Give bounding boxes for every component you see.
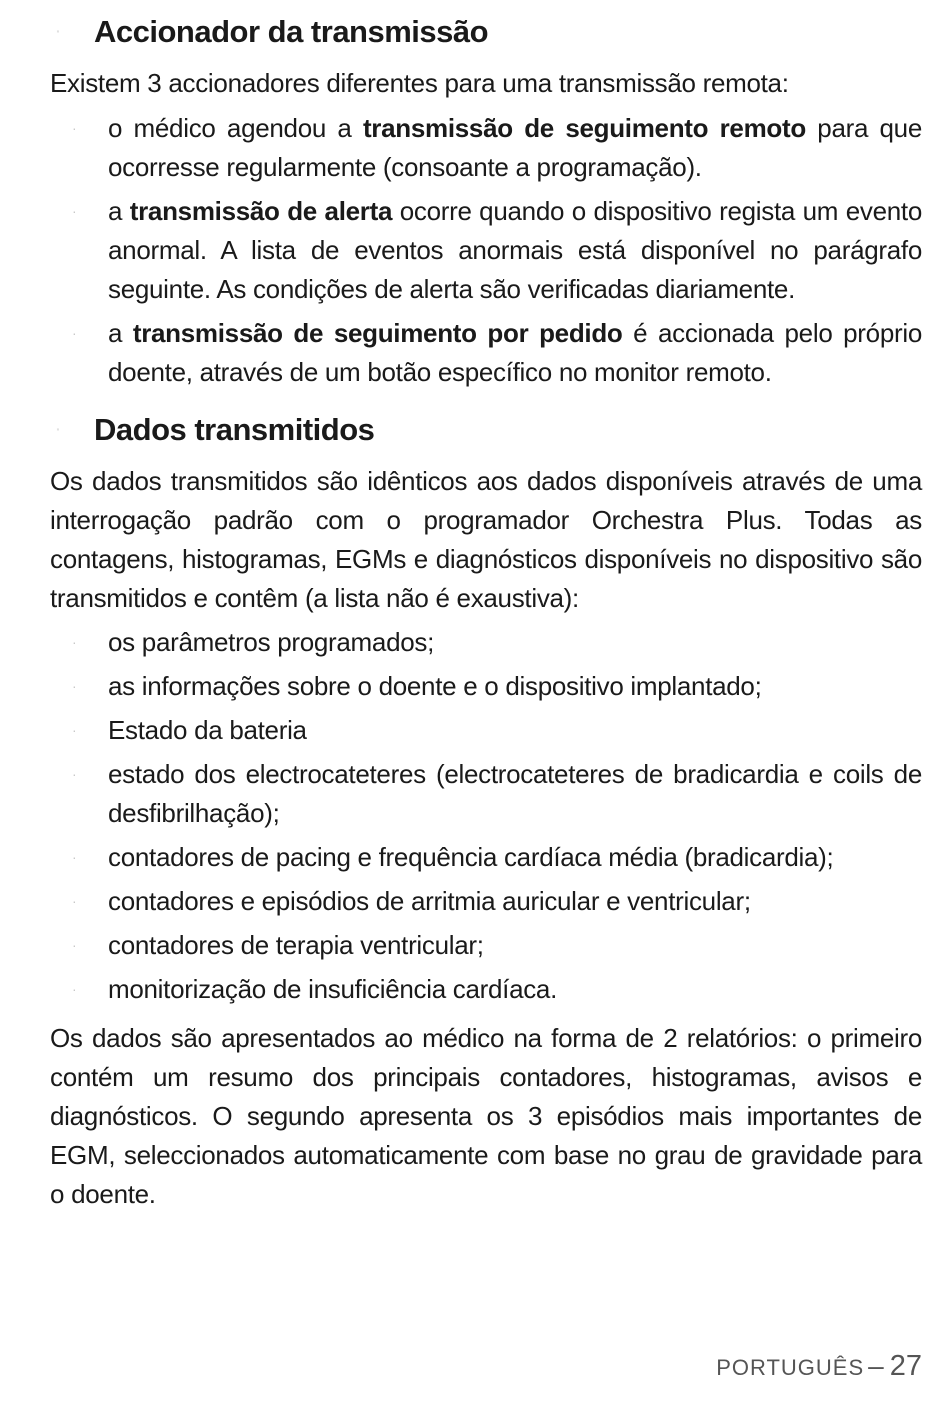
- transmitted-data-list: [50, 623, 922, 1009]
- footer-separator: –: [868, 1350, 884, 1381]
- page-footer: [716, 1350, 922, 1383]
- list-item: · Estado da bateria: [50, 711, 922, 750]
- heading-marker-icon: ·: [56, 421, 61, 437]
- list-item: · contadores de terapia ventricular;: [50, 926, 922, 965]
- bullet-icon: ·: [72, 634, 77, 650]
- document-page: [50, 10, 922, 1214]
- list-item: · a transmissão de alerta ocorre quando o dispositivo regista um evento anormal. A lista de eventos anormais está disponível no parágrafo seguinte. As condições de alerta são verificadas diariamente.: [50, 192, 922, 309]
- bullet-icon: ·: [72, 849, 77, 865]
- bullet-icon: ·: [72, 937, 77, 953]
- section1-intro: Existem 3 accionadores diferentes para uma transmissão remota:: [50, 68, 789, 98]
- bullet-icon: ·: [72, 766, 77, 782]
- list-item: · a transmissão de seguimento por pedido é accionada pelo próprio doente, através de um botão específico no monitor remoto.: [50, 314, 922, 392]
- list-item: · contadores e episódios de arritmia auricular e ventricular;: [50, 882, 922, 921]
- section-heading-transmitted-data: [56, 408, 922, 452]
- list-item: · contadores de pacing e frequência cardíaca média (bradicardia);: [50, 838, 922, 877]
- bullet-icon: ·: [72, 120, 77, 136]
- list-item: · os parâmetros programados;: [50, 623, 922, 662]
- section2-closing: Os dados são apresentados ao médico na forma de 2 relatórios: o primeiro contém um resumo dos principais contadores, histogramas, avisos e diagnósticos. O segundo apresenta os 3 episódios mais importantes de EGM, seleccionados automaticamente com base no grau de gravidade para o doente.: [50, 1023, 922, 1209]
- bullet-icon: ·: [72, 325, 77, 341]
- heading-marker-icon: ·: [56, 23, 61, 39]
- footer-language: PORTUGUÊS: [716, 1355, 865, 1380]
- heading-text: Accionador da transmissão: [94, 14, 489, 49]
- list-item: · monitorização de insuficiência cardíaca.: [50, 970, 922, 1009]
- bullet-icon: ·: [72, 893, 77, 909]
- trigger-list: [50, 109, 922, 392]
- bullet-icon: ·: [72, 981, 77, 997]
- bullet-icon: ·: [72, 203, 77, 219]
- bullet-icon: ·: [72, 722, 77, 738]
- section-heading-transmission-triggers: [56, 10, 922, 54]
- bullet-icon: ·: [72, 678, 77, 694]
- list-item: · as informações sobre o doente e o dispositivo implantado;: [50, 667, 922, 706]
- list-item: · estado dos electrocateteres (electrocateteres de bradicardia e coils de desfibrilhação);: [50, 755, 922, 833]
- list-item: · o médico agendou a transmissão de seguimento remoto para que ocorresse regularmente (consoante a programação).: [50, 109, 922, 187]
- section2-intro: Os dados transmitidos são idênticos aos dados disponíveis através de uma interrogação padrão com o programador Orchestra Plus. Todas as contagens, histogramas, EGMs e diagnósticos disponíveis no dispositivo são transmitidos e contêm (a lista não é exaustiva):: [50, 466, 922, 613]
- page-number: 27: [889, 1350, 922, 1382]
- heading-text: Dados transmitidos: [94, 412, 375, 447]
